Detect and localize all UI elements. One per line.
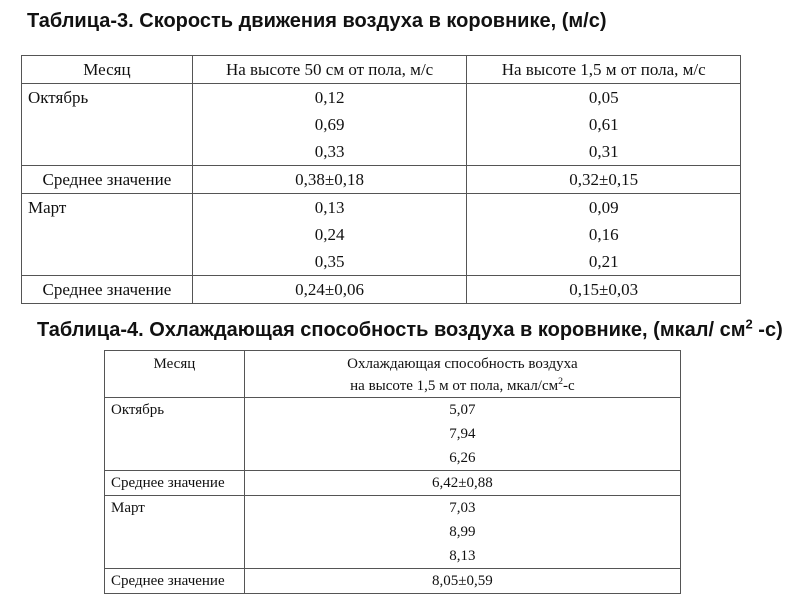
table3-title: Таблица-3. Скорость движения воздуха в коровнике, (м/с) — [27, 10, 607, 32]
month-label-march: Март — [22, 194, 193, 222]
mean-value: 6,42±0,88 — [244, 471, 680, 496]
table-row — [22, 248, 741, 276]
table-row — [22, 194, 741, 222]
value-cell: 8,13 — [244, 544, 680, 569]
table-row — [105, 422, 681, 446]
mean-value: 0,24±0,06 — [192, 276, 467, 304]
value-cell: 0,35 — [192, 248, 467, 276]
mean-value: 0,38±0,18 — [192, 166, 467, 194]
air-speed-table — [21, 55, 741, 304]
value-cell: 0,69 — [192, 111, 467, 138]
value-cell: 0,21 — [467, 248, 741, 276]
value-cell: 6,26 — [244, 446, 680, 471]
mean-label: Среднее значение — [22, 276, 193, 304]
header-cooling-capacity: Охлаждающая способность воздуха на высоте 1,5 м от пола, мкал/$см^2-с$ — [244, 351, 680, 398]
value-cell: 7,03 — [244, 496, 680, 521]
table-header-row — [105, 351, 681, 398]
table-row — [105, 446, 681, 471]
value-cell: 0,33 — [192, 138, 467, 166]
table-row — [105, 398, 681, 423]
value-cell: 7,94 — [244, 422, 680, 446]
table-row — [105, 544, 681, 569]
month-label-march: Март — [105, 496, 245, 521]
header-month: Месяц — [22, 56, 193, 84]
table-row — [105, 496, 681, 521]
table-header-row — [22, 56, 741, 84]
mean-row — [105, 471, 681, 496]
header-height-50cm: На высоте 50 см от пола, м/с — [192, 56, 467, 84]
table-row — [22, 221, 741, 248]
value-cell: 0,09 — [467, 194, 741, 222]
value-cell: 0,13 — [192, 194, 467, 222]
value-cell: 8,99 — [244, 520, 680, 544]
mean-row — [105, 569, 681, 594]
value-cell: 5,07 — [244, 398, 680, 423]
mean-row — [22, 166, 741, 194]
mean-value: 8,05±0,59 — [244, 569, 680, 594]
mean-row — [22, 276, 741, 304]
value-cell: 0,61 — [467, 111, 741, 138]
value-cell: 0,31 — [467, 138, 741, 166]
table-row — [22, 84, 741, 112]
value-cell: 0,24 — [192, 221, 467, 248]
mean-label: Среднее значение — [22, 166, 193, 194]
mean-value: 0,32±0,15 — [467, 166, 741, 194]
value-cell: 0,12 — [192, 84, 467, 112]
month-label-october: Октябрь — [105, 398, 245, 423]
table-row — [22, 111, 741, 138]
month-label-october: Октябрь — [22, 84, 193, 112]
header-height-1-5m: На высоте 1,5 м от пола, м/с — [467, 56, 741, 84]
header-month: Месяц — [105, 351, 245, 398]
table-row — [105, 520, 681, 544]
table4-title: Таблица-4. Охлаждающая способность воздуха в коровнике, (мкал/ $см^2$ -с) — [37, 316, 783, 341]
mean-label: Среднее значение — [105, 569, 245, 594]
value-cell: 0,05 — [467, 84, 741, 112]
cooling-capacity-table — [104, 350, 681, 594]
table-row — [22, 138, 741, 166]
mean-label: Среднее значение — [105, 471, 245, 496]
value-cell: 0,16 — [467, 221, 741, 248]
mean-value: 0,15±0,03 — [467, 276, 741, 304]
